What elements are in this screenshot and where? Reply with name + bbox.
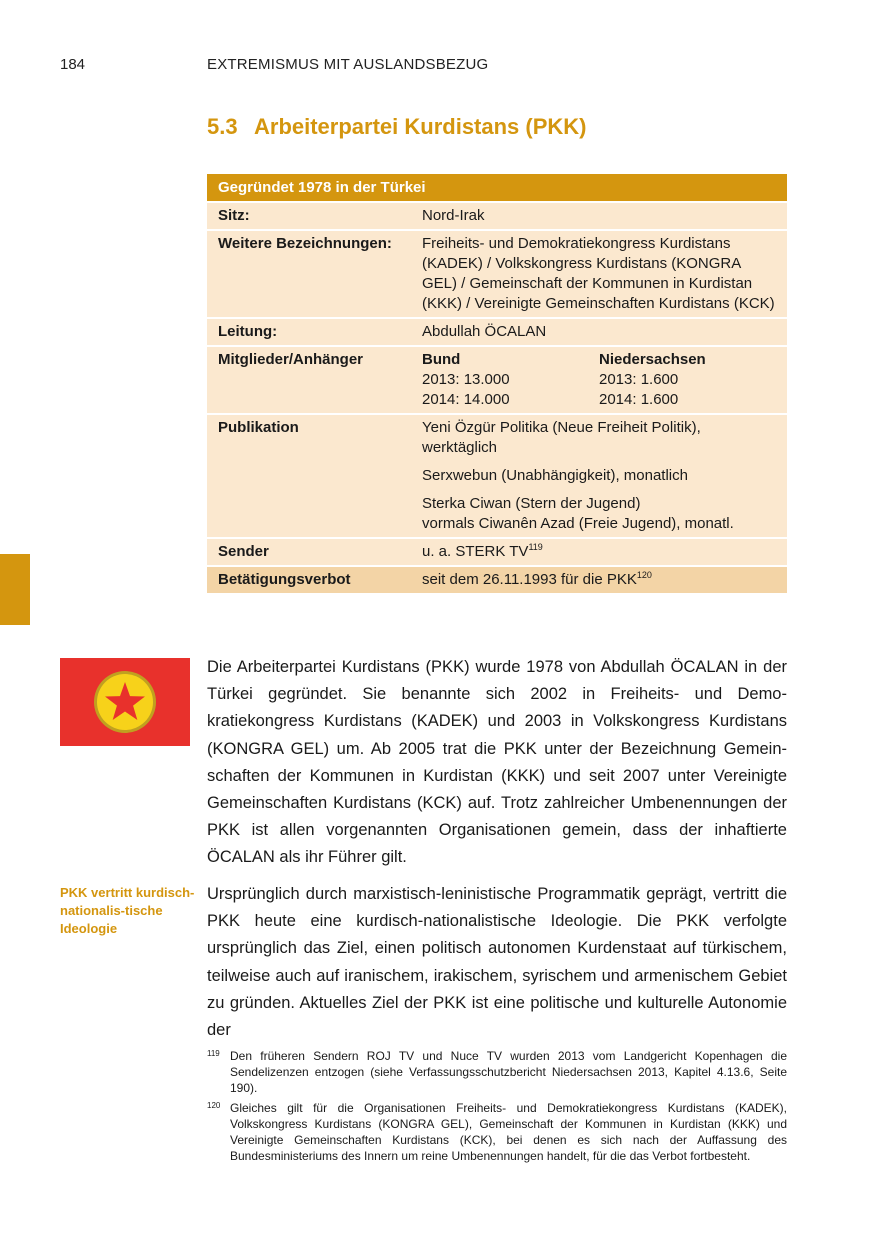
fact-value: Abdullah ÖCALAN [408,319,787,345]
publication-line: Sterka Ciwan (Stern der Jugend) [422,495,641,512]
verbot-text: seit dem 26.11.1993 für die PKK [422,571,637,588]
fact-label: Leitung: [207,319,408,345]
fact-row-publikation [207,415,787,537]
fact-row-bezeichnungen [207,231,787,317]
pkk-flag-icon [60,658,190,746]
fact-table-header-row [207,174,787,201]
members-value: 2013: 13.000 [422,371,510,388]
fact-label: Publikation [207,415,408,537]
publication-entry: Serxwebun (Unabhängigkeit), monatlich [422,467,688,484]
members-head: Niedersachsen [599,351,706,368]
body-paragraph: Die Arbeiterpartei Kurdistans (PKK) wurde 1978 von Abdullah ÖCALAN in der Türkei gegründet. Sie benannte sich 2002 in Freiheits- und Demokratiekongress Kurdistans (KADEK) und 2003 in Volkskongress Kurdistans (KONGRA GEL) um. Ab 2005 trat die PKK unter der Bezeichnung Gemeinschaften der Kommunen in Kurdistan (KKK) und seit 2007 unter Vereinigte Gemeinschaften Kurdistans (KCK) auf. Trotz zahlreicher Umbenennungen der PKK ist allen vorgenannten Organisationen gemein, dass der inhaftierte ÖCALAN als ihr Führer gilt. [207,658,787,867]
sender-text: u. a. STERK TV [422,543,529,560]
fact-label: Sitz: [207,203,408,229]
section-number: 5.3 [207,114,238,139]
fact-value [408,567,787,593]
publication-line: vormals Ciwanên Azad (Freie Jugend), monatl. [422,515,734,532]
fact-value: Freiheits- und Demokratiekongress Kurdistans (KADEK) / Volkskongress Kurdistans (KONGRA GEL) / Gemeinschaft der Kommunen in Kurdistan (KKK) / Vereinigte Gemeinschaften Kurdistans (KCK) [408,231,787,317]
footnote-number: 120 [207,1101,221,1110]
fact-value [408,539,787,565]
section-title [207,114,587,140]
fact-table [207,172,787,595]
fact-value [408,347,787,413]
fact-label: Mitglieder/Anhänger [207,347,408,413]
members-value: 2013: 1.600 [599,371,679,388]
members-value: 2014: 14.000 [422,391,510,408]
margin-note: PKK vertritt kurdisch-nationalis-tische Ideologie [60,885,195,936]
fact-row-sitz [207,203,787,229]
members-col-bund [422,350,599,410]
page-number: 184 [60,56,86,73]
fact-row-leitung [207,319,787,345]
footnote-text: Gleiches gilt für die Organisationen Freiheits- und Demokratiekongress Kurdistans (KADEK), Volkskongress Kurdistans (KONGRA GEL), Gemeinschaft der Kommunen in Kurdistan (KKK) und Vereinigte Gemeinschaften Kurdistans (KCK), bei denen es sich nach der Auffassung des Bundesministeriums des Innern um reine Umbenennungen handelt, für die das Verbot fortbesteht. [230,1101,787,1163]
running-header: EXTREMISMUS MIT AUSLANDSBEZUG [207,56,489,73]
fact-row-mitglieder [207,347,787,413]
publication-entry: Yeni Özgür Politika (Neue Freiheit Politik), werktäglich [422,419,701,456]
footnotes [207,1048,787,1168]
members-grid [422,350,776,410]
fact-value [408,415,787,537]
members-head: Bund [422,351,461,368]
members-value: 2014: 1.600 [599,391,679,408]
fact-value: Nord-Irak [408,203,787,229]
footnote-ref[interactable]: 120 [636,570,652,580]
footnote-number: 119 [207,1049,220,1058]
side-tab-marker [0,554,30,625]
footnote-119 [207,1048,787,1096]
fact-label: Betätigungsverbot [207,567,408,593]
fact-label: Weitere Bezeichnungen: [207,231,408,317]
fact-label: Sender [207,539,408,565]
publication-entry [422,494,776,534]
fact-row-sender [207,539,787,565]
footnote-ref[interactable]: 119 [528,542,543,552]
footnote-120 [207,1100,787,1164]
fact-row-verbot [207,567,787,593]
section-title-text: Arbeiterpartei Kurdistans (PKK) [254,114,587,139]
footnote-text: Den früheren Sendern ROJ TV und Nuce TV wurden 2013 vom Landgericht Kopenhagen die Sendelizenzen entzogen (siehe Verfassungsschutzbericht Niedersachsen 2013, Kapitel 4.13.6, Seite 190). [230,1049,787,1095]
fact-table-header: Gegründet 1978 in der Türkei [207,174,787,201]
body-paragraph: Ursprünglich durch marxistisch-leninistische Programmatik geprägt, vertritt die PKK heute eine kurdisch-nationalistische Ideologie. Die PKK verfolgte ursprünglich das Ziel, einen politisch autonomen Kurdenstaat auf türkischem, teilweise auch auf iranischem, irakischem, syrischem und armenischem Gebiet zu gründen. Aktuelles Ziel der PKK ist eine politische und kulturelle Autonomie der [207,885,787,1040]
members-col-niedersachsen [599,350,776,410]
